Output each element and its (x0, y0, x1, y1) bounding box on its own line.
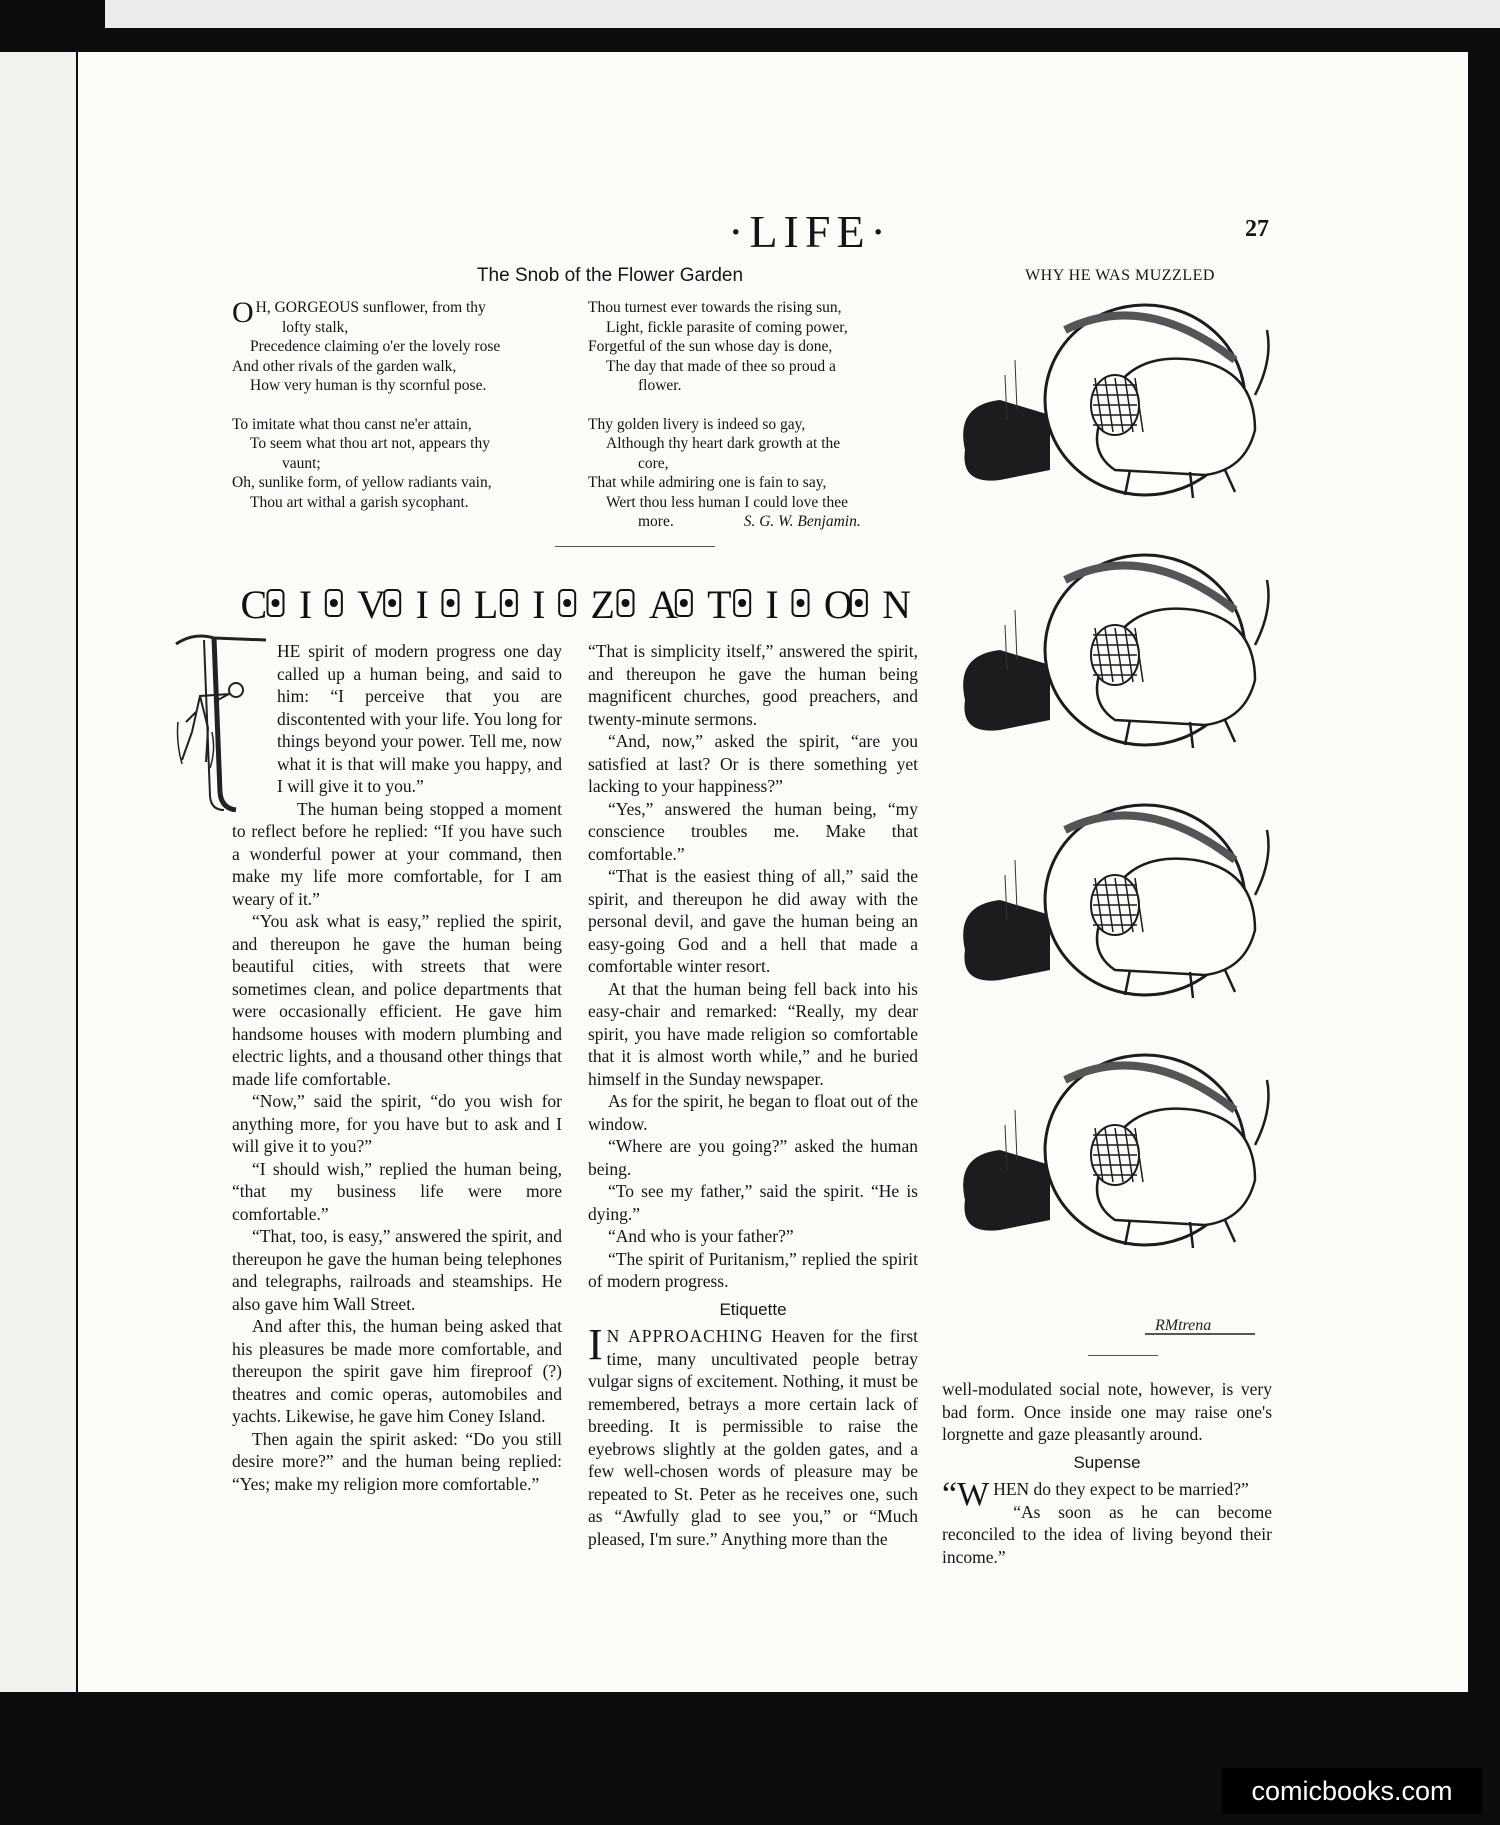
dog-tail (1255, 1080, 1269, 1145)
poem-line (232, 298, 562, 318)
poem-line-text: more. (638, 513, 674, 530)
article-paragraph: “Now,” said the spirit, “do you wish for anything more, for you have but to ask and I will give it to you?” (232, 1091, 562, 1156)
banner-ornament-dot-icon (388, 599, 396, 607)
dog-tail (1255, 580, 1269, 645)
poem-line-text: Light, fickle parasite of coming power, (606, 318, 848, 336)
poem-column-left (232, 298, 562, 512)
poem-title: The Snob of the Flower Garden (476, 265, 744, 286)
civilization-col2-text (588, 640, 918, 1293)
poem-line-text: Thou art withal a garish sycophant. (250, 493, 469, 511)
banner-ornament-dot-icon (680, 599, 688, 607)
civilization-banner (230, 578, 930, 628)
banner-letter: Z (590, 582, 615, 627)
column-divider (1088, 1355, 1158, 1356)
article-paragraph: “And who is your father?” (608, 1226, 794, 1246)
supense-question-text: HEN do they expect to be married?” (993, 1479, 1249, 1499)
masthead: ·LIFE· (728, 206, 892, 257)
banner-ornament-dot-icon (447, 599, 455, 607)
poem-line (232, 415, 562, 435)
banner-letter: V (357, 582, 387, 627)
etiquette-drop-cap: I (588, 1320, 603, 1369)
poem-line-text: The day that made of thee so proud a (606, 357, 836, 375)
supense-drop-cap: “W (942, 1476, 990, 1513)
poem-line-text: vaunt; (282, 454, 321, 472)
banner-ornament-dot-icon (563, 599, 571, 607)
poem-line (588, 376, 920, 396)
dog-tail (1255, 330, 1269, 395)
civilization-column-1 (232, 640, 562, 1495)
article-paragraph: Then again the spirit asked: “Do you still desire more?” and the human being replied: “Yes; make my religion more comfortable.” (232, 1428, 562, 1494)
article-paragraph: As for the spirit, he began to float out of the window. (588, 1091, 918, 1134)
poem-line (232, 318, 562, 338)
banner-letter: I (415, 582, 429, 627)
banner-ornament-dot-icon (505, 599, 513, 607)
banner-ornament-dot-icon (622, 599, 630, 607)
poem-line (588, 337, 920, 357)
poem-line (232, 396, 562, 415)
poem-line-text: That while admiring one is fain to say, (588, 474, 827, 491)
article-paragraph: “And, now,” asked the spirit, “are you satisfied at last? Or is there something yet lacking to your happiness?” (588, 731, 918, 796)
banner-letter: O (823, 582, 853, 627)
column-3 (942, 1378, 1272, 1568)
article-paragraph: “That, too, is easy,” answered the spirit, and thereupon he gave the human being telephones and telegraphs, railroads and steamships. He also gave him Wall Street. (232, 1226, 562, 1314)
article-paragraph: “Yes,” answered the human being, “my conscience troubles me. Make that comfortable.” (588, 798, 918, 864)
article-paragraph: At that the human being fell back into his easy-chair and remarked: “Really, my dear spirit, you have made religion so comfortable that it is almost worth while,” and he buried himself in the Sunday newspaper. (588, 978, 918, 1089)
etiquette-paragraph (588, 1320, 919, 1550)
poem-line (232, 337, 562, 357)
poem-line-text: Forgetful of the sun whose day is done, (588, 338, 833, 355)
poem-line (588, 318, 920, 338)
etiquette-title: Etiquette (719, 1299, 787, 1319)
cartoon-muzzled-dog (955, 300, 1285, 1340)
poem-line (588, 357, 920, 377)
page-number: 27 (1245, 216, 1269, 242)
etiquette-continued: well-modulated social note, however, is very bad form. Once inside one may raise one's lorgnette and gaze pleasantly around. (942, 1379, 1272, 1444)
poem-line (232, 473, 562, 493)
section-divider (555, 546, 715, 547)
poem-line-text: Wert thou less human I could love thee (606, 493, 848, 511)
poem-line-text: To imitate what thou canst ne'er attain, (232, 415, 472, 433)
poem-line (588, 512, 920, 532)
cartoon-title: WHY HE WAS MUZZLED (1025, 267, 1215, 284)
previous-page-edge (0, 52, 76, 1692)
etiquette-lead: N APPROACHING (606, 1326, 764, 1346)
poem-column-right (588, 298, 920, 532)
article-paragraph: “That is simplicity itself,” answered the spirit, and thereupon he gave the human being magnificent churches, good preachers, and twenty-minute sermons. (588, 641, 918, 729)
poem-drop-cap: O (232, 296, 254, 329)
poem-line (588, 493, 920, 513)
poem-line-text: Thy golden livery is indeed so gay, (588, 415, 806, 433)
scan-top-tab (0, 0, 105, 28)
poem-line-text: flower. (638, 377, 682, 394)
watermark: comicbooks.com (1222, 1768, 1482, 1814)
banner-letter: A (648, 582, 678, 627)
banner-ornament-dot-icon (738, 599, 746, 607)
etiquette-body: Heaven for the first time, many uncultivated people betray vulgar signs of excitement. Nothing, it must be remembered, betrays a more certain lack of breeding. It is permissible to raise the eyebrows slightly at the golden gates, and a few well-chosen words of pleasure may be repeated to St. Peter as he receives one, such as “Awfully glad to see you,” or “Much pleased, I'm sure.” Anything more than the (588, 1326, 919, 1549)
poem-line (232, 376, 562, 396)
poem-line-text: Thou turnest ever towards the rising sun, (588, 299, 842, 316)
banner-letter: T (707, 582, 732, 627)
poem-line-text: To seem what thou art not, appears thy (250, 435, 490, 452)
drop-cap-t-illustration (174, 632, 269, 812)
article-paragraph: “Where are you going?” asked the human being. (588, 1136, 918, 1179)
dog-tail (1255, 830, 1269, 895)
civilization-col1-text (232, 640, 562, 1495)
poem-line (232, 493, 562, 513)
civilization-column-2 (588, 640, 918, 1550)
article-paragraph: “The spirit of Puritanism,” replied the spirit of modern progress. (588, 1248, 918, 1291)
poem-line-text: Although thy heart dark growth at the (606, 435, 841, 452)
article-paragraph: HE spirit of modern progress one day called up a human being, and said to him: “I perceive that you are discontented with your life. You long for things beyond your power. Tell me, now what it is that will make you happy, and I will give it to you.” (277, 641, 562, 796)
poem-line (232, 357, 562, 377)
banner-letter: I (532, 582, 546, 627)
banner-ornament-dot-icon (855, 599, 863, 607)
banner-letter: N (882, 582, 912, 627)
banner-letter: I (298, 582, 313, 627)
cartoon-signature: RMtrena (1155, 1317, 1212, 1334)
poem-line (232, 434, 562, 454)
banner-ornament-dot-icon (330, 599, 338, 607)
supense-answer: “As soon as he can become reconciled to the idea of living beyond their income.” (942, 1501, 1272, 1567)
article-paragraph: The human being stopped a moment to reflect before he replied: “If you have such a wonderful power at your command, then make my life more comfortable, for I am weary of it.” (232, 798, 562, 909)
poem-line (588, 434, 920, 454)
poem-line-text: H, GORGEOUS sunflower, from thy (255, 299, 486, 316)
supense-title: Supense (1073, 1452, 1141, 1472)
banner-ornament-dot-icon (272, 599, 280, 607)
poem-line-text: And other rivals of the garden walk, (232, 357, 457, 375)
banner-ornament-dot-icon (797, 599, 805, 607)
poem-line-text: How very human is thy scornful pose. (250, 377, 487, 394)
article-paragraph: And after this, the human being asked that his pleasures be made more comfortable, and thereupon the spirit gave him fireproof (?) theatres and comic operas, automobiles and yachts. Likewise, he gave him Coney Island. (232, 1316, 562, 1426)
poem-line (588, 454, 920, 474)
poem-line-text: Precedence claiming o'er the lovely rose (250, 338, 501, 355)
article-paragraph: “I should wish,” replied the human being, “that my business life were more comfortable.” (232, 1158, 562, 1224)
scan-top-band (0, 0, 1500, 28)
article-paragraph: “To see my father,” said the spirit. “He is dying.” (588, 1181, 918, 1224)
banner-letter: C (240, 582, 268, 627)
poem-line-text: lofty stalk, (282, 318, 349, 336)
banner-letter: L (473, 582, 499, 627)
poem-line-text: core, (638, 454, 669, 472)
poem-line (588, 415, 920, 435)
supense-question (942, 1476, 1272, 1513)
article-paragraph: “That is the easiest thing of all,” said the spirit, and thereupon he did away with the personal devil, and gave the human being an easy-going God and a hell that made a comfortable winter resort. (588, 866, 918, 976)
article-paragraph: “You ask what is easy,” replied the spirit, and thereupon he gave the human being beautiful cities, with streets that were sometimes clean, and police departments that were occasionally efficient. He gave him handsome houses with modern plumbing and electric lights, and a thousand other things that made life comfortable. (232, 911, 562, 1089)
poem-line-text: Oh, sunlike form, of yellow radiants vain, (232, 474, 492, 491)
poem-line (588, 473, 920, 493)
poem-line (588, 298, 920, 318)
poem-line (588, 396, 920, 415)
poem-line (232, 454, 562, 474)
banner-letter: I (765, 582, 779, 627)
poem-signature: S. G. W. Benjamin. (743, 513, 861, 530)
